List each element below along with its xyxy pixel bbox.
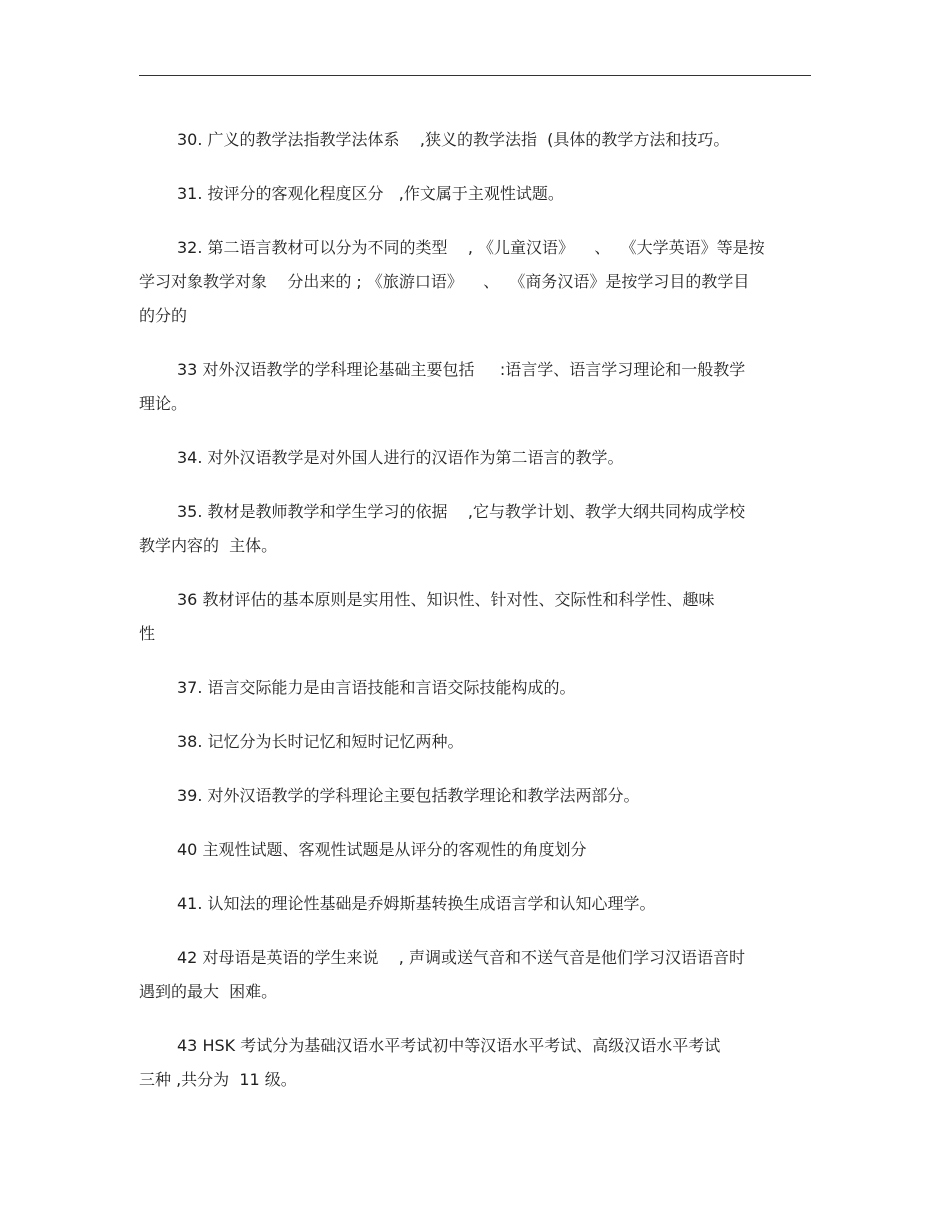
text-line: 34. 对外汉语教学是对外国人进行的汉语作为第二语言的教学。 bbox=[177, 448, 624, 467]
list-item bbox=[139, 231, 789, 333]
text-line: 35. 教材是教师教学和学生学习的依据 ,它与教学计划、教学大纲共同构成学校 bbox=[177, 502, 745, 521]
list-item bbox=[139, 177, 789, 211]
list-item bbox=[139, 671, 789, 705]
list-item bbox=[139, 441, 789, 475]
text-line: 43 HSK 考试分为基础汉语水平考试初中等汉语水平考试、高级汉语水平考试 bbox=[177, 1036, 721, 1055]
text-line: 学习对象教学对象 分出来的 ; 《旅游口语》 、 《商务汉语》是按学习目的教学目 bbox=[139, 272, 750, 291]
list-item bbox=[139, 495, 789, 563]
document-body bbox=[139, 123, 789, 1117]
text-line: 遇到的最大 困难。 bbox=[139, 982, 278, 1001]
header-rule bbox=[139, 75, 811, 76]
list-item bbox=[139, 123, 789, 157]
text-line: 32. 第二语言教材可以分为不同的类型 , 《儿童汉语》 、 《大学英语》等是按 bbox=[177, 238, 765, 257]
text-line: 37. 语言交际能力是由言语技能和言语交际技能构成的。 bbox=[177, 678, 576, 697]
text-line: 30. 广义的教学法指教学法体系 ,狭义的教学法指 (具体的教学方法和技巧。 bbox=[177, 130, 730, 149]
list-item bbox=[139, 779, 789, 813]
list-item bbox=[139, 583, 789, 651]
list-item bbox=[139, 1029, 789, 1097]
list-item bbox=[139, 887, 789, 921]
list-item bbox=[139, 941, 789, 1009]
text-line: 31. 按评分的客观化程度区分 ,作文属于主观性试题。 bbox=[177, 184, 564, 203]
text-line: 教学内容的 主体。 bbox=[139, 536, 278, 555]
text-line: 的分的 bbox=[139, 306, 188, 325]
text-line: 理论。 bbox=[139, 394, 188, 413]
text-line: 38. 记忆分为长时记忆和短时记忆两种。 bbox=[177, 732, 464, 751]
text-line: 41. 认知法的理论性基础是乔姆斯基转换生成语言学和认知心理学。 bbox=[177, 894, 656, 913]
text-line: 36 教材评估的基本原则是实用性、知识性、针对性、交际性和科学性、趣味 bbox=[177, 590, 715, 609]
list-item bbox=[139, 353, 789, 421]
list-item bbox=[139, 725, 789, 759]
text-line: 性 bbox=[139, 624, 156, 643]
text-line: 三种 ,共分为 11 级。 bbox=[139, 1070, 297, 1089]
list-item bbox=[139, 833, 789, 867]
text-line: 39. 对外汉语教学的学科理论主要包括教学理论和教学法两部分。 bbox=[177, 786, 640, 805]
text-line: 40 主观性试题、客观性试题是从评分的客观性的角度划分 bbox=[177, 840, 587, 859]
text-line: 42 对母语是英语的学生来说 , 声调或送气音和不送气音是他们学习汉语语音时 bbox=[177, 948, 745, 967]
text-line: 33 对外汉语教学的学科理论基础主要包括 :语言学、语言学习理论和一般教学 bbox=[177, 360, 746, 379]
